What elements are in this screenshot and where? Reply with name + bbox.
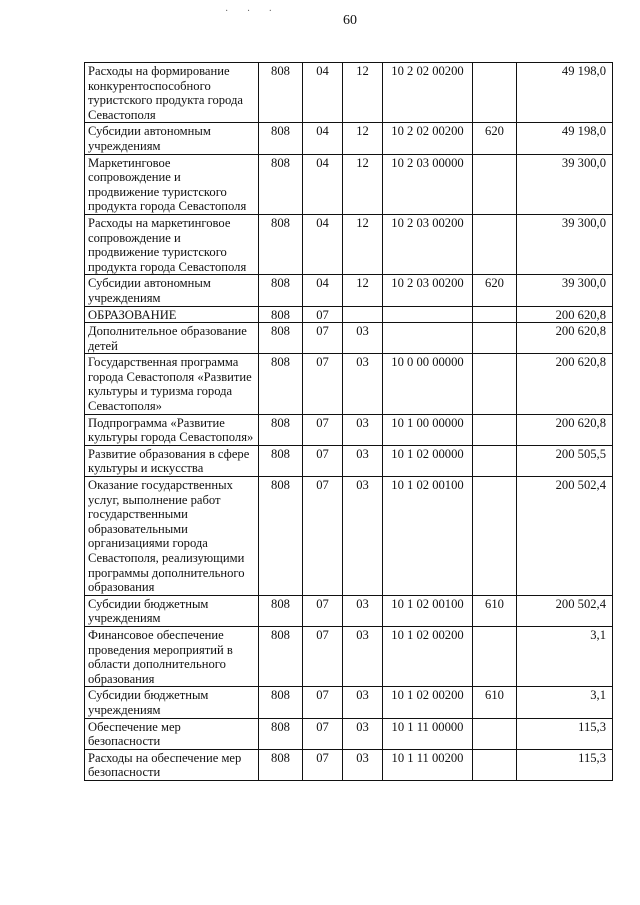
- cell-csr: 10 1 02 00200: [383, 626, 473, 686]
- cell-pr: [343, 306, 383, 323]
- cell-csr: 10 2 03 00200: [383, 275, 473, 306]
- table-row: [85, 214, 613, 274]
- cell-pr: 03: [343, 626, 383, 686]
- cell-csr: 10 1 02 00100: [383, 477, 473, 596]
- cell-pr: 03: [343, 718, 383, 749]
- cell-vr: [473, 154, 517, 214]
- cell-csr: 10 1 00 00000: [383, 414, 473, 445]
- cell-vr: [473, 749, 517, 780]
- cell-pr: 12: [343, 123, 383, 154]
- page-number: 60: [343, 13, 357, 28]
- cell-ved: 808: [259, 123, 303, 154]
- cell-ved: 808: [259, 63, 303, 123]
- cell-name: Государственная программа города Севастополя «Развитие культуры и туризма города Севастополя»: [85, 354, 259, 414]
- cell-sum: 200 502,4: [517, 595, 613, 626]
- cell-sum: 200 620,8: [517, 323, 613, 354]
- cell-sum: 200 620,8: [517, 354, 613, 414]
- cell-name: Расходы на маркетинговое сопровождение и продвижение туристского продукта города Севастополя: [85, 214, 259, 274]
- cell-sum: 200 502,4: [517, 477, 613, 596]
- cell-vr: [473, 718, 517, 749]
- cell-rz: 04: [303, 154, 343, 214]
- cell-csr: 10 2 03 00000: [383, 154, 473, 214]
- cell-csr: 10 1 02 00000: [383, 445, 473, 476]
- cell-ved: 808: [259, 323, 303, 354]
- cell-ved: 808: [259, 214, 303, 274]
- table-row: [85, 63, 613, 123]
- cell-ved: 808: [259, 749, 303, 780]
- cell-name: Дополнительное образование детей: [85, 323, 259, 354]
- cell-csr: [383, 323, 473, 354]
- cell-name: Субсидии автономным учреждениям: [85, 123, 259, 154]
- cell-rz: 07: [303, 595, 343, 626]
- cell-ved: 808: [259, 687, 303, 718]
- cell-pr: 03: [343, 354, 383, 414]
- cell-sum: 200 505,5: [517, 445, 613, 476]
- cell-sum: 3,1: [517, 687, 613, 718]
- cell-name: ОБРАЗОВАНИЕ: [85, 306, 259, 323]
- cell-ved: 808: [259, 275, 303, 306]
- cell-ved: 808: [259, 306, 303, 323]
- cell-pr: 12: [343, 275, 383, 306]
- cell-vr: [473, 323, 517, 354]
- cell-sum: 200 620,8: [517, 414, 613, 445]
- cell-sum: 200 620,8: [517, 306, 613, 323]
- cell-sum: 39 300,0: [517, 214, 613, 274]
- cell-ved: 808: [259, 477, 303, 596]
- cell-rz: 07: [303, 477, 343, 596]
- cell-name: Развитие образования в сфере культуры и искусства: [85, 445, 259, 476]
- cell-csr: 10 1 11 00000: [383, 718, 473, 749]
- cell-rz: 07: [303, 749, 343, 780]
- table-row: [85, 414, 613, 445]
- cell-vr: [473, 63, 517, 123]
- cell-pr: 12: [343, 214, 383, 274]
- cell-ved: 808: [259, 154, 303, 214]
- cell-ved: 808: [259, 626, 303, 686]
- cell-csr: 10 2 03 00200: [383, 214, 473, 274]
- cell-sum: 49 198,0: [517, 63, 613, 123]
- cell-pr: 03: [343, 323, 383, 354]
- table-row: [85, 123, 613, 154]
- cell-name: Субсидии бюджетным учреждениям: [85, 595, 259, 626]
- cell-csr: 10 1 11 00200: [383, 749, 473, 780]
- cell-sum: 115,3: [517, 718, 613, 749]
- cell-pr: 03: [343, 477, 383, 596]
- budget-table: [84, 62, 613, 781]
- table-row: [85, 595, 613, 626]
- cell-csr: 10 1 02 00200: [383, 687, 473, 718]
- cell-ved: 808: [259, 718, 303, 749]
- cell-rz: 04: [303, 63, 343, 123]
- cell-vr: [473, 214, 517, 274]
- cell-name: Финансовое обеспечение проведения мероприятий в области дополнительного образования: [85, 626, 259, 686]
- table-row: [85, 354, 613, 414]
- cell-name: Маркетинговое сопровождение и продвижение туристского продукта города Севастополя: [85, 154, 259, 214]
- cell-vr: [473, 445, 517, 476]
- cell-pr: 03: [343, 749, 383, 780]
- cell-csr: 10 2 02 00200: [383, 123, 473, 154]
- cell-pr: 03: [343, 687, 383, 718]
- cell-vr: 620: [473, 123, 517, 154]
- cell-name: Подпрограмма «Развитие культуры города Севастополя»: [85, 414, 259, 445]
- cell-ved: 808: [259, 445, 303, 476]
- cell-csr: [383, 306, 473, 323]
- cell-rz: 07: [303, 687, 343, 718]
- cell-vr: 610: [473, 595, 517, 626]
- cell-ved: 808: [259, 354, 303, 414]
- cell-rz: 07: [303, 718, 343, 749]
- cell-name: Субсидии автономным учреждениям: [85, 275, 259, 306]
- cell-rz: 07: [303, 323, 343, 354]
- cell-pr: 12: [343, 63, 383, 123]
- cell-csr: 10 1 02 00100: [383, 595, 473, 626]
- cell-sum: 3,1: [517, 626, 613, 686]
- cell-rz: 04: [303, 123, 343, 154]
- cell-rz: 07: [303, 626, 343, 686]
- cell-sum: 39 300,0: [517, 275, 613, 306]
- table-body: [85, 63, 613, 781]
- cell-rz: 04: [303, 275, 343, 306]
- table-row: [85, 626, 613, 686]
- cell-name: Обеспечение мер безопасности: [85, 718, 259, 749]
- cell-rz: 07: [303, 306, 343, 323]
- cell-rz: 07: [303, 445, 343, 476]
- cell-vr: 610: [473, 687, 517, 718]
- cell-rz: 04: [303, 214, 343, 274]
- cell-sum: 115,3: [517, 749, 613, 780]
- table-row: [85, 323, 613, 354]
- table-row: [85, 306, 613, 323]
- table-row: [85, 477, 613, 596]
- table-row: [85, 687, 613, 718]
- cell-pr: 03: [343, 414, 383, 445]
- cell-pr: 03: [343, 445, 383, 476]
- cell-vr: [473, 477, 517, 596]
- cell-csr: 10 2 02 00200: [383, 63, 473, 123]
- cell-vr: [473, 626, 517, 686]
- cell-pr: 03: [343, 595, 383, 626]
- cell-name: Расходы на формирование конкурентоспособного туристского продукта города Севастополя: [85, 63, 259, 123]
- cell-ved: 808: [259, 414, 303, 445]
- cell-ved: 808: [259, 595, 303, 626]
- table-row: [85, 275, 613, 306]
- cell-pr: 12: [343, 154, 383, 214]
- table-row: [85, 749, 613, 780]
- cell-name: Расходы на обеспечение мер безопасности: [85, 749, 259, 780]
- cell-vr: 620: [473, 275, 517, 306]
- cell-vr: [473, 354, 517, 414]
- cell-name: Оказание государственных услуг, выполнение работ государственными образовательными организациями города Севастополя, реализующими программы дополнительного образования: [85, 477, 259, 596]
- cell-rz: 07: [303, 414, 343, 445]
- table-row: [85, 445, 613, 476]
- cell-vr: [473, 414, 517, 445]
- table-row: [85, 718, 613, 749]
- cell-rz: 07: [303, 354, 343, 414]
- cell-name: Субсидии бюджетным учреждениям: [85, 687, 259, 718]
- table-row: [85, 154, 613, 214]
- scan-artifact: · · ·: [225, 6, 280, 17]
- cell-csr: 10 0 00 00000: [383, 354, 473, 414]
- cell-sum: 49 198,0: [517, 123, 613, 154]
- cell-vr: [473, 306, 517, 323]
- cell-sum: 39 300,0: [517, 154, 613, 214]
